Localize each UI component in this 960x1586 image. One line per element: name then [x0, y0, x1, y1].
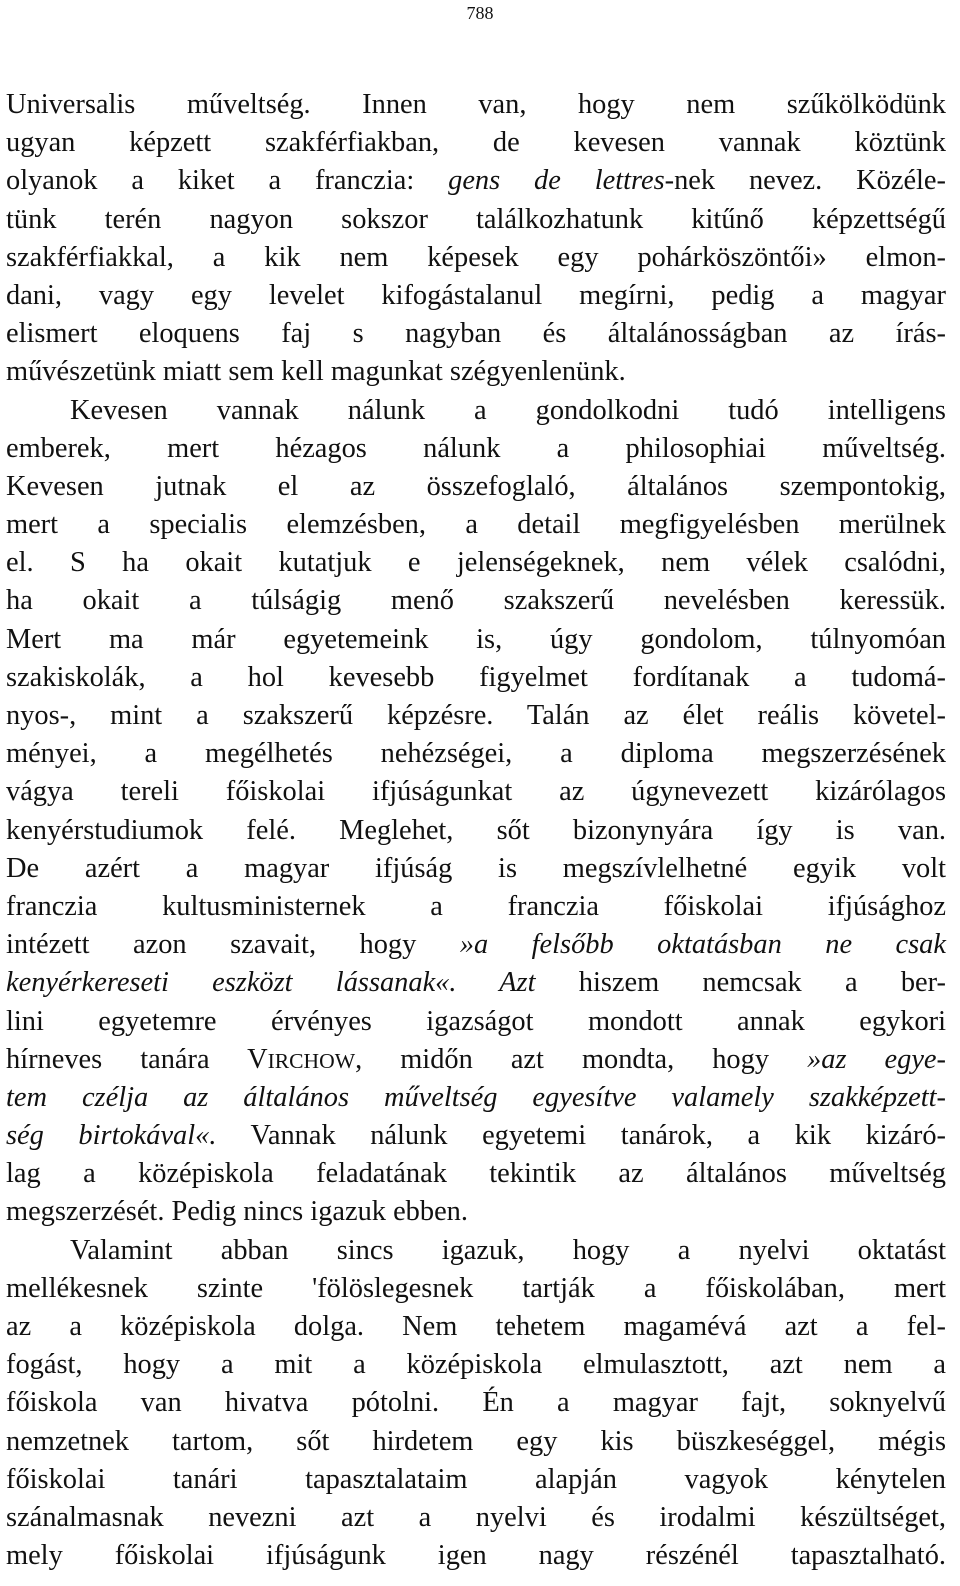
- text-line: [6, 621, 946, 659]
- text-line: [6, 1537, 946, 1575]
- text-segment: hiszem nemcsak a ber-: [535, 967, 946, 999]
- text-segment: intézett azon szavait, hogy: [6, 929, 460, 961]
- text-line: [6, 850, 946, 888]
- text-segment: Vannak nálunk egyetemi tanárok, a kik kizáró-: [216, 1120, 946, 1152]
- text-line: [6, 277, 946, 315]
- text-segment: dani, vagy egy levelet kifogástalanul megírni, pedig a magyar: [6, 279, 946, 311]
- text-line: [6, 201, 946, 239]
- text-line: [6, 1079, 946, 1117]
- text-segment: főiskola van hivatva pótolni. Én a magyar fajt, soknyelvű: [6, 1387, 946, 1419]
- body-text: [6, 86, 946, 1575]
- italic-text: gens de lettres: [448, 165, 665, 197]
- text-segment: hírneves tanára V: [6, 1043, 268, 1075]
- text-line: [6, 1041, 946, 1079]
- text-segment: nyos-, mint a szakszerű képzésre. Talán az élet reális követel-: [6, 700, 946, 731]
- text-line: [6, 1003, 946, 1041]
- text-segment: megszerzését. Pedig nincs igazuk ebben.: [6, 1196, 468, 1228]
- text-line: [6, 86, 946, 124]
- text-line: [6, 1232, 946, 1270]
- text-line: [6, 1193, 946, 1231]
- text-line: [6, 392, 946, 430]
- text-line: [6, 582, 946, 620]
- text-segment: szakférfiakkal, a kik nem képesek egy pohárköszöntői» elmon-: [6, 241, 946, 273]
- text-segment: Kevesen vannak nálunk a gondolkodni tudó intelligens: [70, 394, 946, 426]
- text-line: [6, 239, 946, 277]
- text-segment: IRCHOW: [267, 1048, 356, 1073]
- text-segment: kenyérstudiumok felé. Meglehet, sőt bizonynyára így is van.: [6, 814, 946, 846]
- italic-text: »a felsőbb oktatásban ne csak: [459, 929, 946, 961]
- text-line: [6, 1117, 946, 1155]
- text-line: [6, 1155, 946, 1193]
- text-segment: ményei, a megélhetés nehézségei, a diploma megszerzésének: [6, 738, 946, 770]
- italic-text: ség birtokával«.: [6, 1120, 217, 1152]
- page-number: 788: [466, 3, 494, 23]
- italic-text: kenyérkereseti eszközt lássanak«. Azt: [6, 967, 536, 999]
- text-segment: franczia kultusministernek a franczia főiskolai ifjúsághoz: [6, 890, 946, 922]
- text-segment: mely főiskolai ifjúságunk igen nagy részénél tapasztalható.: [6, 1540, 946, 1572]
- text-segment: nemzetnek tartom, sőt hirdetem egy kis büszkeséggel, mégis: [6, 1425, 946, 1457]
- text-line: [6, 1499, 946, 1537]
- text-segment: szánalmasnak nevezni azt a nyelvi és irodalmi készültséget,: [6, 1501, 946, 1533]
- text-line: [6, 773, 946, 811]
- text-segment: Mert ma már egyetemeink is, úgy gondolom, túlnyomóan: [6, 623, 946, 655]
- text-segment: Valamint abban sincs igazuk, hogy a nyelvi oktatást: [70, 1234, 946, 1266]
- text-segment: vágya tereli főiskolai ifjúságunkat az úgynevezett kizárólagos: [6, 776, 946, 808]
- text-line: [6, 659, 946, 697]
- text-line: [6, 812, 946, 850]
- text-line: [6, 1423, 946, 1461]
- text-line: [6, 506, 946, 544]
- text-segment: olyanok a kiket a franczia:: [6, 165, 449, 197]
- text-line: [6, 430, 946, 468]
- text-line: [6, 888, 946, 926]
- text-line: [6, 735, 946, 773]
- text-segment: tünk terén nagyon sokszor találkozhatunk kitűnő képzettségű: [6, 203, 946, 235]
- text-segment: -nek nevez. Közéle-: [664, 165, 946, 197]
- text-segment: főiskolai tanári tapasztalataim alapján vagyok kénytelen: [6, 1463, 946, 1495]
- text-line: [6, 162, 946, 200]
- text-segment: ha okait a túlságig menő szakszerű nevelésben keressük.: [6, 585, 946, 617]
- text-segment: szakiskolák, a hol kevesebb figyelmet fordítanak a tudomá-: [6, 661, 946, 693]
- text-line: [6, 1270, 946, 1308]
- text-segment: művészetünk miatt sem kell magunkat szégyenlenünk.: [6, 356, 626, 388]
- text-segment: Universalis műveltség. Innen van, hogy nem szűkölködünk: [6, 89, 946, 120]
- text-segment: elismert eloquens faj s nagyban és általánosságban az írás-: [6, 318, 946, 350]
- text-line: [6, 697, 946, 735]
- text-line: [6, 1308, 946, 1346]
- text-line: [6, 544, 946, 582]
- text-segment: lini egyetemre érvényes igazságot mondott annak egykori: [6, 1005, 946, 1037]
- italic-text: »az egye-: [807, 1043, 946, 1075]
- text-segment: mert a specialis elemzésben, a detail megfigyelésben merülnek: [6, 509, 946, 541]
- text-segment: az a középiskola dolga. Nem tehetem magamévá azt a fel-: [6, 1311, 946, 1342]
- text-segment: emberek, mert hézagos nálunk a philosophiai műveltség.: [6, 432, 946, 464]
- text-segment: el. S ha okait kutatjuk e jelenségeknek, nem vélek csalódni,: [6, 547, 946, 579]
- text-segment: Kevesen jutnak el az összefoglaló, általános szempontokig,: [6, 470, 946, 502]
- text-segment: De azért a magyar ifjúság is megszívlelhetné egyik volt: [6, 852, 946, 884]
- text-line: [6, 315, 946, 353]
- text-line: [6, 353, 946, 391]
- text-line: [6, 1384, 946, 1422]
- text-line: [6, 124, 946, 162]
- text-segment: , midőn azt mondta, hogy: [355, 1043, 808, 1075]
- text-segment: mellékesnek szinte 'fölöslegesnek tartják a főiskolában, mert: [6, 1272, 946, 1304]
- text-line: [6, 1346, 946, 1384]
- text-segment: fogást, hogy a mit a középiskola elmulasztott, azt nem a: [6, 1349, 946, 1381]
- italic-text: tem czélja az általános műveltség egyesítve valamely szakképzett-: [6, 1081, 946, 1113]
- text-line: [6, 926, 946, 964]
- text-line: [6, 964, 946, 1002]
- text-line: [6, 1461, 946, 1499]
- text-segment: lag a középiskola feladatának tekintik az általános műveltség: [6, 1158, 946, 1190]
- text-segment: ugyan képzett szakférfiakban, de kevesen vannak köztünk: [6, 127, 946, 159]
- text-line: [6, 468, 946, 506]
